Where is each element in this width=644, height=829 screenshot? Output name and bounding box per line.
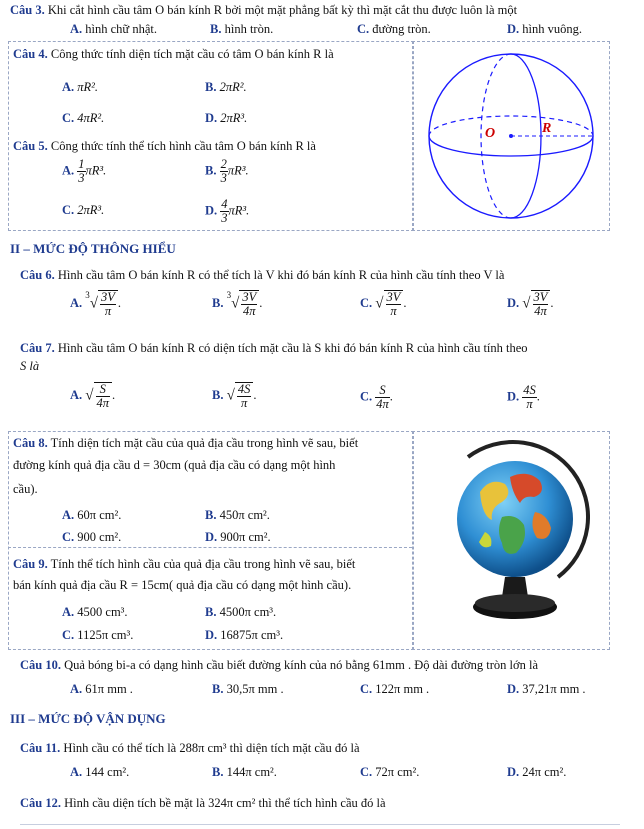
globe-image (440, 437, 590, 637)
q6-option-d[interactable]: D. √ $\frac{3V}{4\pi}$ . (507, 290, 554, 319)
q9-option-d[interactable]: D. 16875π cm³. (205, 628, 284, 642)
q8-text: Tính diện tích mặt cầu của quả địa cầu trong hình vẽ sau, biết (50, 436, 359, 450)
q3-option-b[interactable]: B. hình tròn. (210, 22, 274, 36)
q8-option-a[interactable]: A. 60π cm². (62, 508, 122, 522)
q10-option-c[interactable]: C. 122π mm . (360, 682, 430, 696)
equator-back (429, 116, 593, 136)
q4-stem (13, 47, 334, 62)
q5-text: Công thức tính thể tích hình cầu tâm O bán kính R là (50, 139, 316, 153)
q10-option-d[interactable]: D. 37,21π mm . (507, 682, 586, 696)
q4-option-b[interactable]: B. 2πR². (205, 80, 247, 94)
q4-title: Câu 4. (13, 47, 48, 61)
q9-title: Câu 9. (13, 557, 48, 571)
q11-option-b[interactable]: B. 144π cm². (212, 765, 277, 779)
q3-stem (10, 3, 517, 18)
q7-text-cont: S là (20, 359, 40, 373)
q9-text: Tính thể tích hình cầu của quả địa cầu trong hình vẽ sau, biết (50, 557, 356, 571)
q12-stem (20, 796, 386, 811)
page-bottom-rule (20, 824, 620, 825)
q10-option-b[interactable]: B. 30,5π mm . (212, 682, 284, 696)
q3-option-d[interactable]: D. hình vuông. (507, 22, 583, 36)
label-o: O (485, 126, 496, 141)
q7-stem (20, 341, 528, 356)
q6-option-b[interactable]: B. $^3$√ $\frac{3V}{4\pi}$ . (212, 290, 263, 319)
q7-option-c[interactable]: C. $\frac{S}{4\pi}$ . (360, 383, 393, 412)
q6-option-c[interactable]: C. √ $\frac{3V}{\pi}$ . (360, 290, 407, 319)
q8-title: Câu 8. (13, 436, 48, 450)
equator-front (429, 136, 593, 156)
q10-option-a[interactable]: A. 61π mm . (70, 682, 133, 696)
q10-title: Câu 10. (20, 658, 61, 672)
q5-option-a[interactable]: A. $\frac{1}{3}$ πR³. (62, 157, 107, 186)
q4-option-c[interactable]: C. 4πR². (62, 111, 105, 125)
q7-title: Câu 7. (20, 341, 55, 355)
q4-option-a[interactable]: A. πR². (62, 80, 99, 94)
q11-option-a[interactable]: A. 144 cm². (70, 765, 130, 779)
q5-option-d[interactable]: D. $\frac{4}{3}$ πR³. (205, 197, 250, 226)
q8-option-d[interactable]: D. 900π cm². (205, 530, 271, 544)
q7-text: Hình cầu tâm O bán kính R có diện tích mặt cầu là S khi đó bán kính R của hình cầu tính theo (57, 341, 528, 355)
q11-option-c[interactable]: C. 72π cm². (360, 765, 420, 779)
q9-option-b[interactable]: B. 4500π cm³. (205, 605, 277, 619)
q12-title: Câu 12. (20, 796, 61, 810)
q6-stem (20, 268, 504, 283)
q9-option-a[interactable]: A. 4500 cm³. (62, 605, 128, 619)
globe-base-top (475, 594, 555, 612)
q11-text: Hình cầu có thể tích là 288π cm³ thì diện tích mặt cầu đó là (63, 741, 360, 755)
label-r: R (542, 121, 552, 136)
q8-q9-divider (8, 547, 412, 548)
q12-text: Hình cầu diện tích bề mặt là 324π cm² thì thể tích hình cầu đó là (64, 796, 386, 810)
q5-option-b[interactable]: B. $\frac{2}{3}$ πR³. (205, 157, 249, 186)
q5-option-c[interactable]: C. 2πR³. (62, 203, 105, 217)
center-dot (509, 134, 513, 138)
q7-option-b[interactable]: B. √ $\frac{4S}{\pi}$ . (212, 382, 257, 411)
q9-text-line2: bán kính quả địa cầu R = 15cm( quả địa cầu có dạng một hình cầu). (13, 578, 352, 592)
q5-stem (13, 139, 316, 154)
q5-title: Câu 5. (13, 139, 48, 153)
q3-title: Câu 3. (10, 3, 45, 17)
q4-text: Công thức tính diện tích mặt cầu có tâm O bán kính R là (50, 47, 334, 61)
q8-option-b[interactable]: B. 450π cm². (205, 508, 270, 522)
q4-option-d[interactable]: D. 2πR³. (205, 111, 248, 125)
q3-text: Khi cắt hình cầu tâm O bán kính R bởi một mặt phẳng bất kỳ thì mặt cắt thu được luôn là một (47, 3, 518, 17)
sphere-diagram (418, 45, 604, 227)
q5-b-fraction: $\frac{2}{3}$ (220, 157, 227, 186)
q6-option-a[interactable]: A. $^3$√ $\frac{3V}{\pi}$ . (70, 290, 122, 319)
q5-a-fraction: $\frac{1}{3}$ (78, 157, 85, 186)
q3-option-a[interactable]: A. hình chữ nhật. (70, 22, 157, 36)
section-2-heading: II – MỨC ĐỘ THÔNG HIỂU (10, 241, 176, 256)
q10-text: Quả bóng bi-a có dạng hình cầu biết đường kính của nó bằng 61mm . Độ dài đường tròn lớn là (64, 658, 539, 672)
q6-title: Câu 6. (20, 268, 55, 282)
q7-option-d[interactable]: D. $\frac{4S}{\pi}$ . (507, 383, 540, 412)
q10-stem (20, 658, 538, 673)
section-3-heading: III – MỨC ĐỘ VẬN DỤNG (10, 711, 166, 726)
q8-text-line2: đường kính quả địa cầu d = 30cm (quả địa cầu có dạng một hình (13, 458, 336, 472)
q3-option-c[interactable]: C. đường tròn. (357, 22, 431, 36)
q11-stem (20, 741, 360, 756)
q7-option-a[interactable]: A. √ $\frac{S}{4\pi}$ . (70, 382, 116, 411)
q5-d-fraction: $\frac{4}{3}$ (221, 197, 228, 226)
q8-text-line3: cầu). (13, 482, 38, 496)
q11-option-d[interactable]: D. 24π cm². (507, 765, 567, 779)
q6-text: Hình cầu tâm O bán kính R có thể tích là V khi đó bán kính R của hình cầu tính theo V là (57, 268, 505, 282)
q11-title: Câu 11. (20, 741, 61, 755)
q9-option-c[interactable]: C. 1125π cm³. (62, 628, 134, 642)
q9-stem (13, 557, 355, 572)
q8-option-c[interactable]: C. 900 cm². (62, 530, 122, 544)
q8-stem (13, 436, 358, 451)
